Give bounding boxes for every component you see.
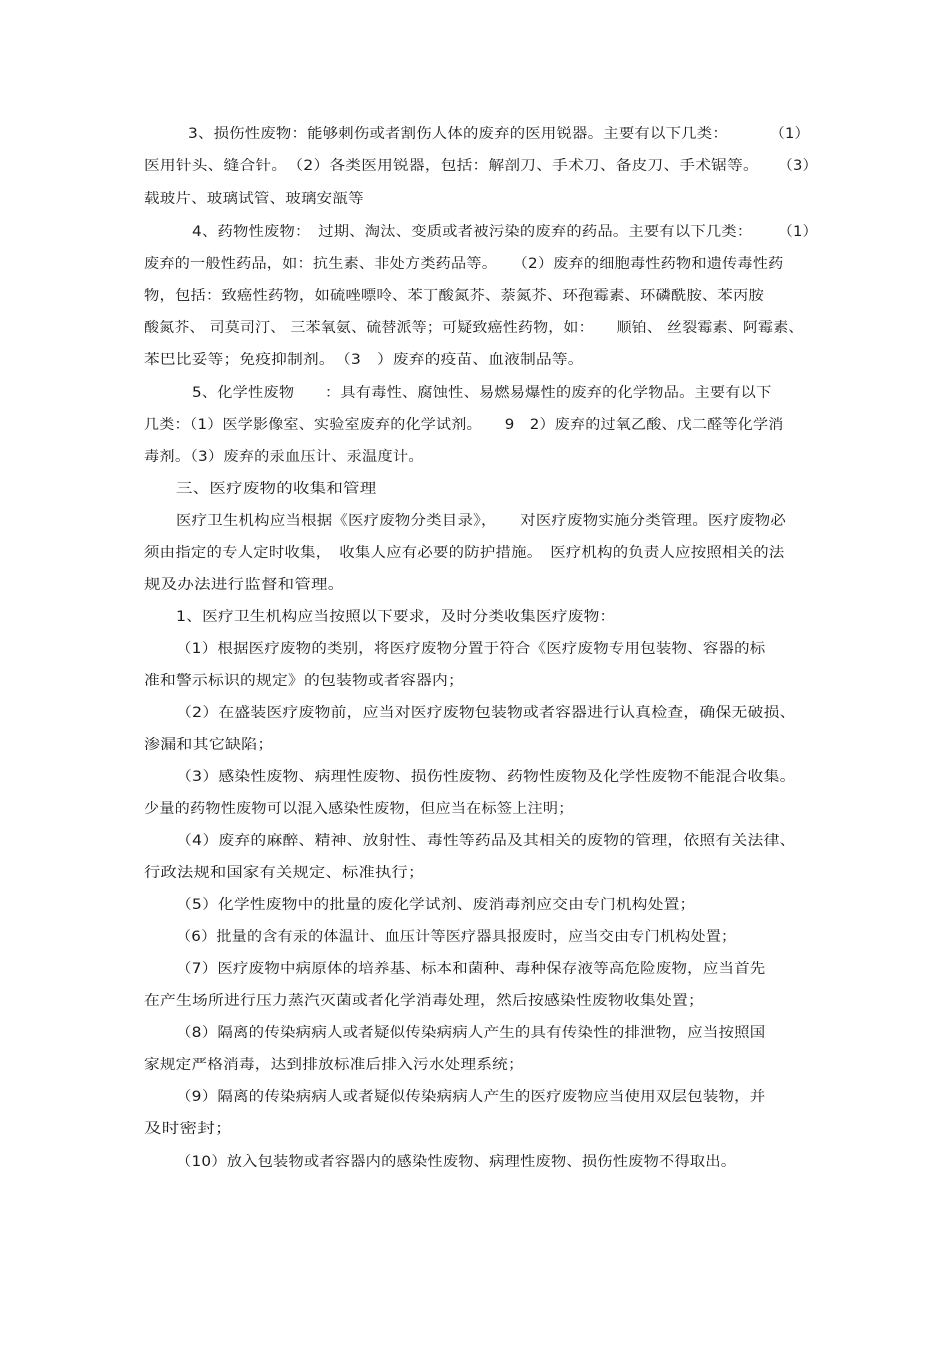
text-line: （8）隔离的传染病病人或者疑似传染病病人产生的具有传染性的排泄物，应当按照国 <box>176 1025 766 1041</box>
text-line: （5）化学性废物中的批量的废化学试剂、废消毒剂应交由专门机构处置； <box>176 897 696 913</box>
text-line: 废弃的一般性药品，如：抗生素、非处方类药品等。 （2）废弃的细胞毒性药物和遗传毒性药 <box>144 256 784 272</box>
text-line: 家规定严格消毒，达到排放标准后排入污水处理系统； <box>144 1057 524 1073</box>
text-line: 载玻片、玻璃试管、玻璃安瓿等 <box>144 191 364 207</box>
text-line: （2）在盛装医疗废物前，应当对医疗废物包装物或者容器进行认真检查，确保无破损、 <box>176 705 796 721</box>
text-line: 规及办法进行监督和管理。 <box>144 577 345 593</box>
text-line: 3、损伤性废物：能够刺伤或者割伤人体的废弃的医用锐器。主要有以下几类： <box>188 126 728 142</box>
text-line: 酸氮芥、 司莫司汀、 三苯氧氨、硫替派等；可疑致癌性药物，如： 顺铂、 丝裂霉素、阿霉素、 <box>144 320 804 336</box>
text-line: （9）隔离的传染病病人或者疑似传染病病人产生的医疗废物应当使用双层包装物，并 <box>176 1089 766 1105</box>
text-line: 几类：（1）医学影像室、实验室废弃的化学试剂。 9 2）废弃的过氧乙酸、戊二醛等化学消 <box>144 417 784 433</box>
text-line: （1）根据医疗废物的类别，将医疗废物分置于符合《医疗废物专用包装物、容器的标 <box>176 641 766 657</box>
text-line: （6）批量的含有汞的体温计、血压计等医疗器具报废时，应当交由专门机构处置； <box>176 929 737 945</box>
text-line: 毒剂。（3）废弃的汞血压计、汞温度计。 <box>144 449 424 465</box>
text-line: （7）医疗废物中病原体的培养基、标本和菌种、毒种保存液等高危险废物，应当首先 <box>176 961 766 977</box>
text-line: 1、医疗卫生机构应当按照以下要求，及时分类收集医疗废物： <box>176 609 616 625</box>
text-line: 物，包括：致癌性药物，如硫唑嘌呤、苯丁酸氮芥、萘氮芥、环孢霉素、环磷酰胺、苯丙胺 <box>144 288 764 304</box>
text-line: 5、化学性废物 ：具有毒性、腐蚀性、易燃易爆性的废弃的化学物品。主要有以下 <box>192 385 772 401</box>
text-line: 苯巴比妥等；免疫抑制剂。 （3 ）废弃的疫苗、血液制品等。 <box>144 352 584 368</box>
text-line: 渗漏和其它缺陷； <box>144 737 274 753</box>
text-line: （10）放入包装物或者容器内的感染性废物、病理性废物、损伤性废物不得取出。 <box>176 1154 737 1170</box>
section-heading: 三、医疗废物的收集和管理 <box>176 481 377 497</box>
text-line: 须由指定的专人定时收集， 收集人应有必要的防护措施。 医疗机构的负责人应按照相关的法 <box>144 545 785 561</box>
text-line: 及时密封； <box>144 1121 233 1137</box>
text-line: 医用针头、缝合针。 （2）各类医用锐器，包括：解剖刀、手术刀、备皮刀、手术锯等。 <box>144 158 759 174</box>
text-line: 医疗卫生机构应当根据《医疗废物分类目录》， 对医疗废物实施分类管理。医疗废物必 <box>176 513 787 529</box>
text-line: （3） <box>778 158 818 174</box>
text-line: （1） <box>770 126 810 142</box>
text-line: （1） <box>778 224 818 240</box>
text-line: 4、药物性废物： 过期、淘汰、变质或者被污染的废弃的药品。主要有以下几类： <box>192 224 753 240</box>
text-line: （4）废弃的麻醉、精神、放射性、毒性等药品及其相关的废物的管理，依照有关法律、 <box>176 833 796 849</box>
text-line: 行政法规和国家有关规定、标准执行； <box>144 865 425 881</box>
text-line: （3）感染性废物、病理性废物、损伤性废物、药物性废物及化学性废物不能混合收集。 <box>176 769 796 785</box>
text-line: 少量的药物性废物可以混入感染性废物，但应当在标签上注明； <box>144 801 574 817</box>
text-line: 在产生场所进行压力蒸汽灭菌或者化学消毒处理，然后按感染性废物收集处置； <box>144 993 705 1009</box>
text-line: 准和警示标识的规定》的包装物或者容器内； <box>144 673 465 689</box>
